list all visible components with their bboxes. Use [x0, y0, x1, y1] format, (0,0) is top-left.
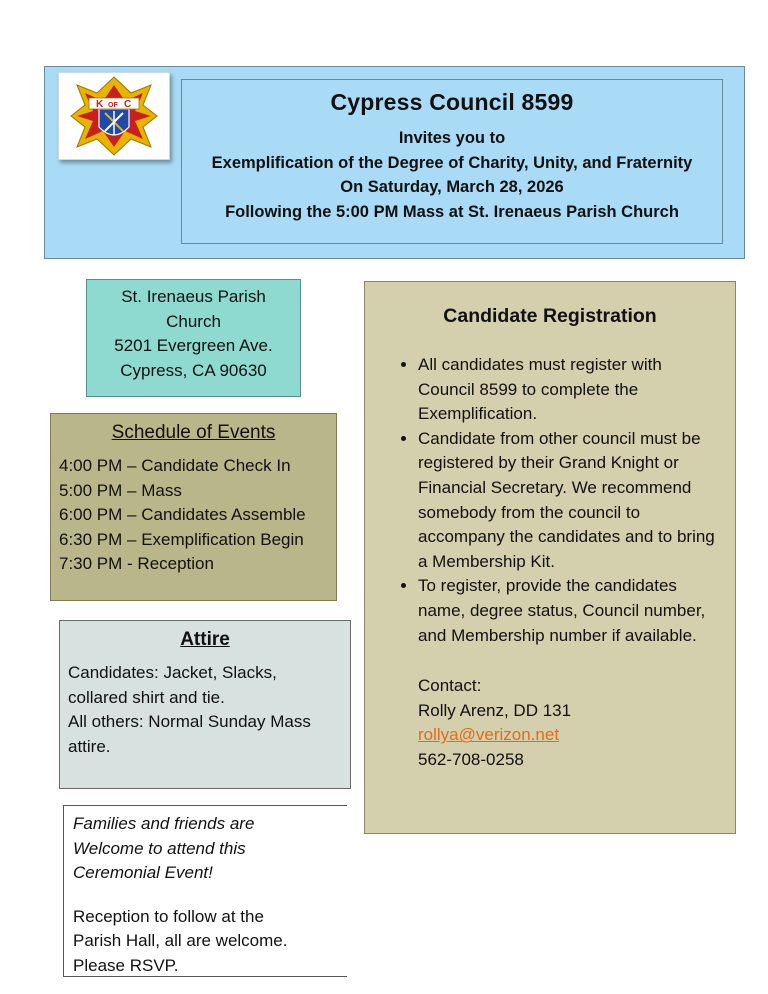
schedule-item: 6:00 PM – Candidates Assemble: [59, 505, 306, 525]
schedule-item: 7:30 PM - Reception: [59, 554, 214, 574]
registration-item: • Candidate from other council must be registered by their Grand Knight or Financial Secretary. We recommend somebody from the council to accompany the candidates and to bring a Membership Kit.: [418, 427, 723, 575]
reception-note-text: Reception to follow at the Parish Hall, all are welcome. Please RSVP.: [73, 906, 288, 975]
schedule-list: [59, 454, 336, 577]
event-line: Exemplification of the Degree of Charity, Unity, and Fraternity: [211, 153, 693, 172]
contact-block: [418, 674, 735, 772]
invitation-title-box: [181, 79, 723, 244]
registration-list: [365, 353, 735, 648]
schedule-item: 5:00 PM – Mass: [59, 480, 182, 500]
contact-label: Contact:: [418, 676, 482, 696]
schedule-box: [50, 413, 337, 601]
contact-name: Rolly Arenz, DD 131: [418, 700, 572, 720]
schedule-item: 6:30 PM – Exemplification Begin: [59, 529, 304, 549]
attire-heading: Attire: [180, 629, 230, 650]
date-line: On Saturday, March 28, 2026: [340, 178, 564, 196]
location-line: Church: [166, 311, 221, 331]
kofc-emblem-icon: [59, 73, 169, 159]
location-line: Cypress, CA 90630: [120, 360, 267, 380]
schedule-item: 4:00 PM – Candidate Check In: [59, 456, 291, 475]
attire-others: All others: Normal Sunday Mass attire.: [68, 712, 311, 756]
candidate-registration-box: [364, 281, 736, 834]
logo-letter-of: OF: [108, 102, 118, 109]
logo-letter-k: K: [96, 99, 104, 110]
families-welcome-text: Families and friends are Welcome to attend this Ceremonial Event!: [73, 814, 255, 882]
logo-letter-c: C: [124, 99, 132, 110]
contact-phone: 562-708-0258: [418, 749, 524, 769]
council-title: Cypress Council 8599: [330, 89, 574, 115]
location-box: [86, 279, 301, 397]
registration-item: • All candidates must register with Council 8599 to complete the Exemplification.: [418, 353, 708, 427]
following-line: Following the 5:00 PM Mass at St. Irenaeus Parish Church: [225, 202, 679, 221]
location-line: St. Irenaeus Parish: [121, 287, 266, 306]
contact-email-link[interactable]: rollya@verizon.net: [418, 725, 560, 745]
attire-candidates: Candidates: Jacket, Slacks, collared shirt and tie.: [68, 663, 277, 707]
registration-item: • To register, provide the candidates name, degree status, Council number, and Membership number if available.: [418, 574, 710, 648]
kofc-emblem-logo: [58, 72, 170, 160]
invites-line: Invites you to: [398, 129, 506, 147]
attire-box: [59, 620, 351, 789]
schedule-heading: Schedule of Events: [111, 422, 276, 443]
registration-heading: Candidate Registration: [443, 305, 657, 327]
families-note-box: [63, 805, 347, 977]
location-line: 5201 Evergreen Ave.: [114, 336, 273, 355]
